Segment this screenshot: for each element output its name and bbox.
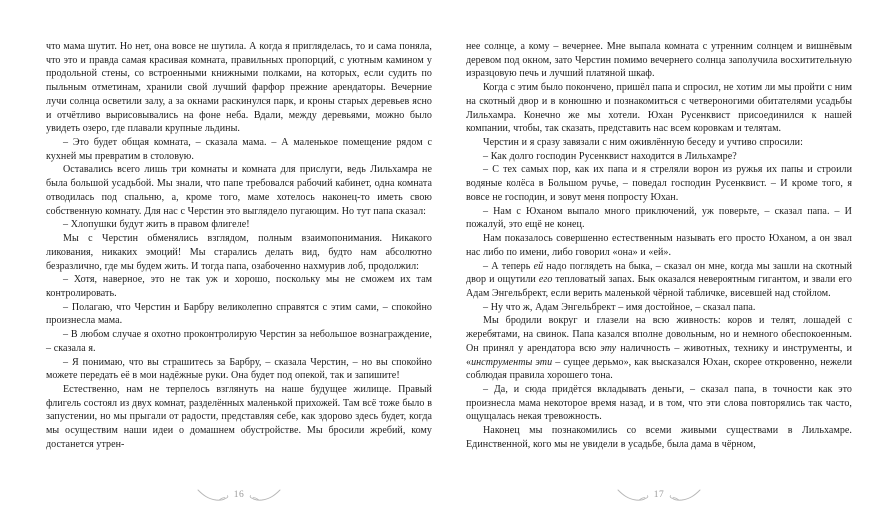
paragraph: Мы бродили вокруг и глазели на всю живность: коров и телят, лошадей с жеребятами, на свинок. Папа казался вполне довольным, но и немного обеспокоенным. Он принял у арендатора всю эту наличность – животных, технику и инструменты, и «инструменты эти – сущее дерьмо», как высказался Юхан, скорее откровенно, нежели соблюдая правила хорошего тона. (466, 315, 852, 382)
flourish-left-icon (617, 489, 649, 502)
paragraph: – Хлопушки будут жить в правом флигеле! (63, 219, 250, 231)
paragraph: Естественно, нам не терпелось взглянуть на наше будущее жилище. Правый флигель состоял из двух комнат, разделённых маленькой прихожей. Там всё тоже было в запустении, но мы прыгали от радости, представляя себе, как здорово здесь будет, когда мы осуществим наши идеи о домашнем обустройстве. Мы бросили жребий, кому достанется утрен- (46, 383, 432, 450)
right-page-folio (466, 489, 852, 502)
paragraph: – Я понимаю, что вы страшитесь за Барбру, – сказала Черстин, – но вы спокойно можете передать её в мои надёжные руки. Она будет под опекой, так и запишите! (46, 356, 432, 382)
paragraph: – Да, и сюда придётся вкладывать деньги, – сказал папа, в точности как это произнесла мама некоторое время назад, и в том, что эти слова повторялись так часто, ощущалась некая тревожность. (466, 383, 852, 423)
paragraph: – Это будет общая комната, – сказала мама. – А маленькое помещение рядом с кухней мы превратим в столовую. (46, 137, 432, 162)
right-page-textblock (466, 40, 852, 452)
left-page-folio (46, 489, 432, 502)
right-page (440, 0, 880, 530)
left-page-textblock (46, 40, 432, 452)
paragraph: нее солнце, а кому – вечернее. Мне выпала комната с утренним солнцем и вишнёвым деревом под окном, зато Черстин помимо вечернего солнца заполучила восхитительную изразцовую печь и лучший платяной шкаф. (466, 41, 852, 80)
paragraph: Когда с этим было покончено, пришёл папа и спросил, не хотим ли мы пройти с ним на скотный двор и в конюшню и познакомиться с четвероногими обитателями усадьбы Лильхамра. Конечно же мы хотели. Юхан Русенквист присоединился к нашей компании, чтобы, так сказать, представить нас всем коровкам и телятам. (466, 82, 852, 135)
paragraph: Оставались всего лишь три комнаты и комната для прислуги, ведь Лильхамра не была большой усадьбой. Мы знали, что папе требовался рабочий кабинет, одна комната отводилась под спальню, а, кроме того, маме хотелось наконец-то иметь свою собственную комнату. Для нас с Черстин это выглядело пугающим. Но тут папа сказал: (46, 164, 432, 217)
paragraph: – А теперь ей надо поглядеть на быка, – сказал он мне, когда мы зашли на скотный двор и ощутили его тепловатый запах. Бык оказался невероятным гигантом, и звали его Адам Энгельбрект, если верить маленькой чёрной табличке, висевшей над стойлом. (466, 260, 852, 299)
paragraph: Мы с Черстин обменялись взглядом, полным взаимопонимания. Никакого ликования, никаких эмоций! Мы старались делать вид, будто нам абсолютно безразлично, где мы будем жить. И тогда папа, озабоченно нахмурив лоб, продолжил: (46, 233, 432, 272)
paragraph: – Нам с Юханом выпало много приключений, уж поверьте, – сказал папа. – И пожалуй, это ещё не конец. (466, 205, 852, 231)
page-number: 17 (653, 490, 665, 501)
flourish-right-icon (669, 489, 701, 502)
paragraph: что мама шутит. Но нет, она вовсе не шутила. А когда я пригляделась, то и сама поняла, что это и правда самая красивая комната, правильных пропорций, с уютным камином у продольной стены, со встроенными книжными полками, на которых, если судить по пыльным отметинам, хранили свой лучший фарфор прежние арендаторы. Вечерние лучи солнца осветили залу, а за окнами раскинулся парк, и кроны старых деревьев ясно и отчётливо вырисовывались на фоне неба. Вдали, между деревьями, можно было увидеть озеро, где плавали крупные льдины. (46, 41, 432, 135)
paragraph: – В любом случае я охотно проконтролирую Черстин за небольшое вознаграждение, – сказала я. (46, 329, 432, 354)
paragraph: – Полагаю, что Черстин и Барбру великолепно справятся с этим сами, – спокойно произнесла мама. (46, 301, 432, 327)
paragraph: – С тех самых пор, как их папа и я стреляли ворон из ружья их папы и строили водяные колёса в Большом ручье, – поведал господин Русенквист. – И кроме того, я вовсе не господин, и зовут меня попросту Юхан. (466, 164, 852, 203)
paragraph: Нам показалось совершенно естественным называть его просто Юханом, а он звал нас либо по имени, либо говорил «она» и «ей». (466, 233, 852, 258)
paragraph: Черстин и я сразу завязали с ним оживлённую беседу и учтиво спросили: (483, 137, 803, 149)
flourish-right-icon (249, 489, 281, 502)
paragraph: – Хотя, наверное, это не так уж и хорошо, поскольку мы не сможем их там контролировать. (46, 274, 432, 299)
paragraph: – Ну что ж, Адам Энгельбрект – имя достойное, – сказал папа. (483, 301, 756, 313)
page-number: 16 (233, 490, 245, 501)
paragraph: Наконец мы познакомились со всеми живыми существами в Лильхамре. Единственной, кого мы не увидели в усадьбе, была дама в чёрном, (466, 425, 852, 450)
flourish-left-icon (197, 489, 229, 502)
paragraph: – Как долго господин Русенквист находится в Лильхамре? (483, 150, 737, 162)
